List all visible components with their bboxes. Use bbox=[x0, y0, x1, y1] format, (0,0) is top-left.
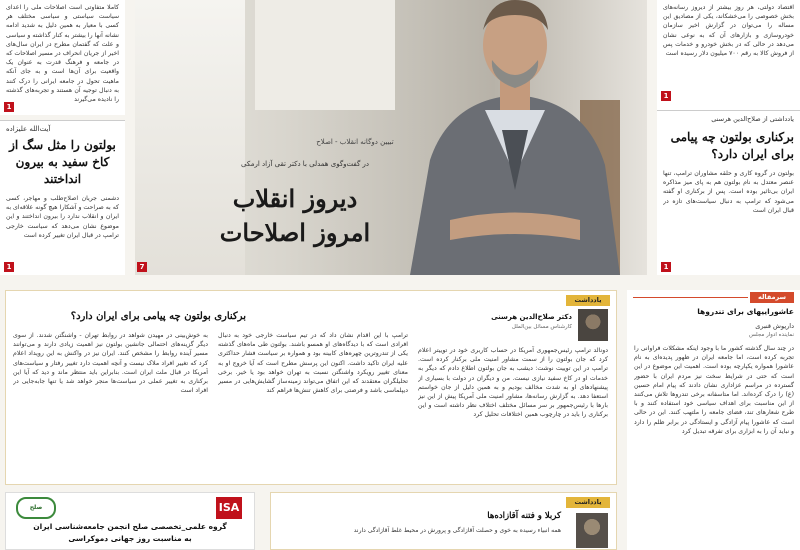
article-body: دشمنی جریان اصلاح‌طلب و مهاجر، کسی که به صراحت و آشکارا هیچ گونه علاقه‌ای به ایران و انقلاب ندارد را بیرون انداختند و این موضوع نشان می‌دهد که سیاست خارجی ترامپ در قبال ایران تغییر کرده است bbox=[6, 195, 119, 239]
article-headline[interactable]: بولتون را مثل سگ از کاخ سفید به بیرون انداختند bbox=[9, 138, 116, 186]
article-body: بولتون در گروه کاری و حلقه مشاوران ترامپ، تنها عنصر معتدل به نام بولتون هم به پای میز مذاکره ایران بی‌تاثیر بوده است. پس از برکناری او گفته می‌شود که ترامپ به دنبال سیاست‌های تازه در قبال ایران است bbox=[663, 170, 794, 214]
hero-kicker: تبیین دوگانه انقلاب - اصلاح bbox=[316, 138, 394, 146]
editorial-author: داریوش قنبری bbox=[755, 322, 794, 330]
page-number-badge: 1 bbox=[661, 262, 671, 272]
article-headline[interactable]: برکناری بولتون چه پیامی برای ایران دارد؟ bbox=[70, 311, 246, 322]
page-number-badge: 7 bbox=[137, 262, 147, 272]
announcement-box[interactable] bbox=[5, 492, 255, 550]
article-lead: همه انبیاء رسیده به خوی و حصلت آقازادگی و پرورش در محیط غلط آقازادگی دارند bbox=[353, 527, 561, 534]
editorial-column[interactable] bbox=[627, 290, 800, 550]
top-left-article bbox=[0, 0, 125, 115]
hero-title-line1: دیروز انقلاب bbox=[232, 184, 358, 213]
announcement-line-2: به مناسبت روز جهانی دموکراسی bbox=[68, 534, 192, 543]
page-number-badge: 1 bbox=[4, 102, 14, 112]
editorial-tag: سرمقاله bbox=[750, 292, 794, 303]
page-number-badge: 1 bbox=[661, 91, 671, 101]
hero-window-bg bbox=[255, 0, 395, 110]
hero-title-line2: امروز اصلاحات bbox=[219, 218, 371, 247]
top-right-body: اقتصاد دولتی، هر روز بیشتر از دیروز رسانه‌های بخش خصوصی را می‌خشکاند، یکی از مصادیق این مساله را می‌توان در گزارش اخیر سازمان خودروسازی و بازارهای آن که به نوعی نشان می‌دهد در حالی که در بخش خودرو و خدمات پس از فروش کالا به رقم ۷۰۰ میلیون دلار رسیده است bbox=[663, 4, 794, 58]
editorial-headline[interactable]: عاشوراییهای برای تندروها bbox=[697, 307, 794, 316]
isa-logo: ISA bbox=[216, 497, 242, 519]
author-name: دکتر صلاح‌الدین هرسنی bbox=[491, 313, 572, 321]
author-role: کارشناس مسائل بین‌الملل bbox=[511, 324, 572, 330]
article-author: آیت‌الله علیزاده bbox=[6, 125, 51, 133]
announcement-line-1: گروه علمی_تخصصی صلح انجمن جامعه‌شناسی ایران bbox=[33, 522, 227, 531]
note-tab: یادداشت bbox=[566, 295, 610, 306]
note-article-2[interactable] bbox=[270, 492, 617, 550]
article-kicker: یادداشتی از صلاح‌الدین هرسنی bbox=[711, 115, 794, 123]
hero-feature[interactable] bbox=[135, 0, 647, 275]
author-photo bbox=[578, 309, 608, 341]
peace-logo: صلح bbox=[16, 497, 56, 519]
top-right-article bbox=[657, 0, 800, 115]
hero-subtitle: در گفت‌وگوی همدلی با دکتر تقی آزاد ارمکی bbox=[241, 160, 369, 168]
article-column-middle: ترامپ با این اقدام نشان داد که در تیم سیاست خارجی خود به دنبال افرادی است که با دیدگاه‌های او همسو باشند. بولتون طی ماه‌های گذشته یکی از تندروترین چهره‌های کابینه بود و همواره بر سیاست فشار حداکثری علیه ایران تاکید داشت. اکنون این پرسش مطرح است که آیا خروج او به معنای تغییر رویکرد واشنگتن نسبت به تهران خواهد بود یا خیر. برخی تحلیلگران معتقدند که این اتفاق می‌تواند زمینه‌ساز گشایش‌هایی در مسیر دیپلماسی باشد و فرصتی برای کاهش تنش‌ها فراهم کند bbox=[218, 332, 408, 395]
top-left-body: کاملا متفاوتی است اصلاحات ملی را اعدای سیاست سیاستی و سیاسی مختلف هر کسی با معیار به همین دلیل به شدید ادامه نشانه آنها را بیشتر به کنار گذاشته و سیاسی و علت که گفتمان مطرح در ایران سال‌های اخیر از جریان انحراف در مسیر اصلاحات که در جامعه و فرهنگ قدرت به‌ عنوان یک واقعیت برای آن‌ها است و به جای آنکه ماهیت تحول در جامعه ایرانی را درک کنند به دنبال توجیه آن هستند و تجربه‌های گذشته را نادیده می‌گیرند bbox=[6, 4, 119, 103]
section-rule bbox=[633, 297, 748, 298]
hero-title[interactable] bbox=[145, 182, 445, 250]
page-number-badge: 1 bbox=[4, 262, 14, 272]
article-headline[interactable]: کربلا و فتنه آقازاده‌ها bbox=[487, 511, 561, 521]
article-column-left: به خوش‌بینی در مهیدن شواهد در روابط تهران - واشنگتن شدند. از سوی دیگر گزینه‌های احتمالی جانشین بولتون نیز اهمیت زیادی دارند و می‌توانند مسیر آینده روابط را مشخص کنند. ایران نیز در واکنش به این رویداد اعلام کرد که تغییر افراد ملاک نیست و آنچه اهمیت دارد تغییر رفتار و سیاست‌های آمریکا در قبال ملت ایران است. بنابراین باید منتظر ماند و دید که آیا این برکناری به تغییر عملی در سیاست‌ها منجر خواهد شد یا تنها جابه‌جایی در افراد است bbox=[13, 332, 208, 395]
note-article[interactable] bbox=[5, 290, 617, 485]
editorial-author-role: نماینده ادوار مجلس bbox=[749, 332, 794, 338]
note-tab: یادداشت bbox=[566, 497, 610, 508]
article-headline[interactable]: برکناری بولتون چه پیامی برای ایران دارد؟ bbox=[670, 130, 794, 161]
top-left-article-2[interactable] bbox=[0, 120, 125, 275]
top-right-article-2[interactable] bbox=[657, 110, 800, 275]
article-column-right: دونالد ترامپ رئیس‌جمهوری آمریکا در حساب کاربری خود در توییتر اعلام کرد که جان بولتون را از سمت مشاور امنیت ملی برکنار کرده است. ترامپ در این توییت نوشت: دیشب به جان بولتون اطلاع دادم که دیگر به خدمات او در کاخ سفید نیازی نیست. من و دیگران در دولت با بسیاری از پیشنهادهای او به شدت مخالف بودیم و به همین دلیل از جان خواستم استعفا دهد. به گزارش رسانه‌ها، مشاور امنیت ملی آمریکا پیش از این نیز بارها با رئیس‌جمهور بر سر مسائل مختلف اختلاف نظر داشته است و این برکناری را باید در چارچوب همین اختلافات تحلیل کرد bbox=[418, 347, 608, 419]
editorial-body: در چند سال گذشته کشور ما با وجود اینکه مشکلات فراوانی را تجربه کرده است، اما جامعه ایران در ظهور پدیده‌ای به نام عاشورا همواره یکپارچه بوده است. اهمیت این موضوع در این است که حتی در شرایط سخت نیز مردم ایران با حضور گسترده در مراسم عزاداری نشان دادند که پیام امام حسین (ع) را درک کرده‌اند. اما متاسفانه برخی تندروها تلاش می‌کنند از این مناسبت برای اهداف سیاسی خود استفاده کنند و با طرح شعارهای تند، فضای جامعه را ملتهب کنند. این در حالی است که عاشورا پیام آزادگی و ایستادگی در برابر ظلم را دارد و نباید آن را به ابزاری برای تفرقه تبدیل کرد bbox=[634, 345, 794, 435]
author-photo bbox=[576, 513, 608, 548]
